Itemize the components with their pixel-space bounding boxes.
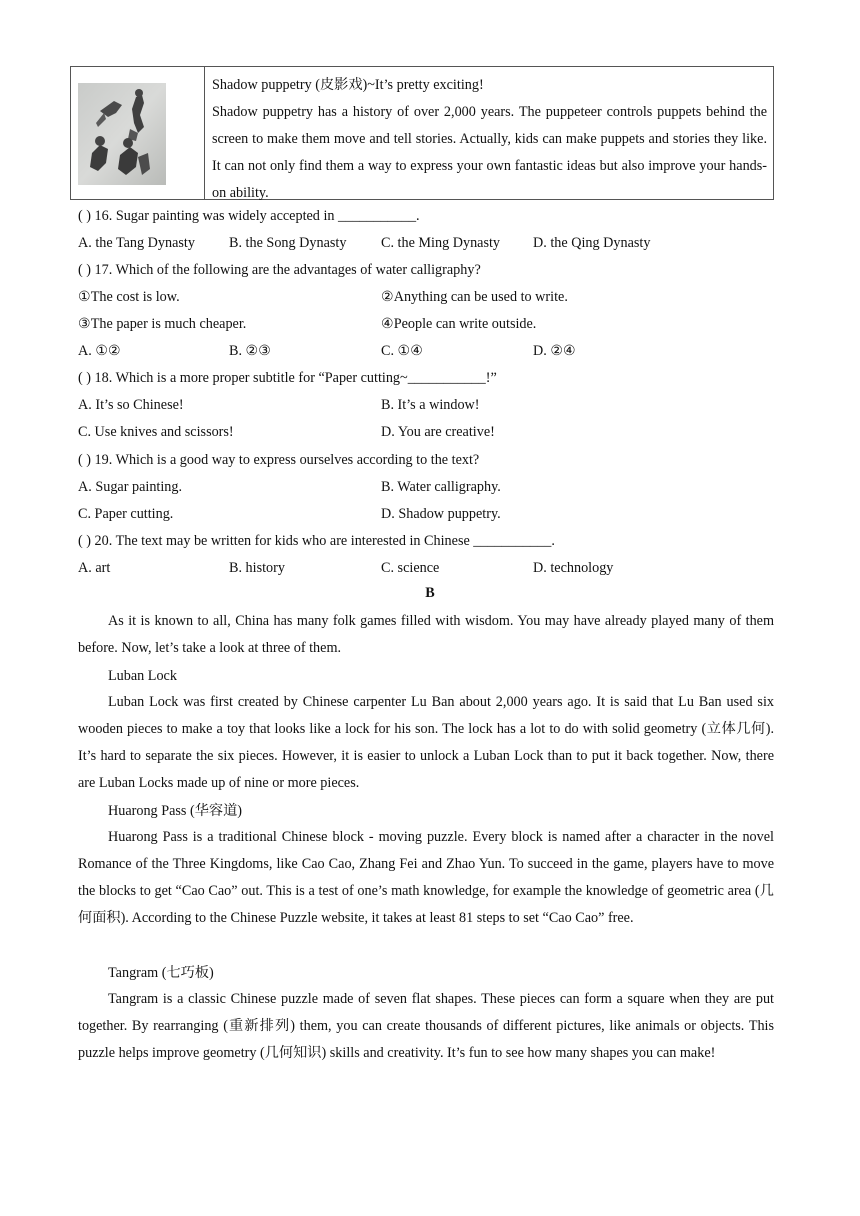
heading-tangram: Tangram (七巧板): [108, 965, 214, 981]
q17-statement-4: ④People can write outside.: [381, 316, 537, 332]
q16-option-a: A. the Tang Dynasty: [78, 235, 195, 251]
question-17-stem: ( ) 17. Which of the following are the advantages of water calligraphy?: [78, 262, 481, 278]
table-title: Shadow puppetry (皮影戏)~It’s pretty exciting!: [212, 77, 484, 93]
q17-option-a: A. ①②: [78, 343, 121, 359]
huarong-pass-paragraph: Huarong Pass is a traditional Chinese block - moving puzzle. Every block is named after a character in the novel Romance of the Three Kingdoms, like Cao Cao, Zhang Fei and Zhao Yun. To succeed in the game, players have to move the blocks to get “Cao Cao” out. This is a test of one’s math knowledge, for example the knowledge of geometric area (几何面积). According to the Chinese Puzzle website, it takes at least 81 steps to set “Cao Cao” free.: [78, 829, 774, 926]
shadow-puppetry-table: [70, 66, 774, 200]
q17-statement-1: ①The cost is low.: [78, 289, 180, 305]
q18-option-d: D. You are creative!: [381, 424, 495, 440]
image-cell: [71, 67, 205, 199]
luban-lock-paragraph: Luban Lock was first created by Chinese carpenter Lu Ban about 2,000 years ago. It is said that Lu Ban used six wooden pieces to make a toy that looks like a lock for his son. The lock has a lot to do with solid geometry (立体几何). It’s hard to separate the six pieces. However, it is easier to unlock a Luban Lock than to put it back together. Now, there are Luban Locks made up of nine or more pieces.: [78, 694, 774, 791]
q17-statement-2: ②Anything can be used to write.: [381, 289, 568, 305]
q18-option-a: A. It’s so Chinese!: [78, 397, 184, 413]
tangram-section: [78, 986, 774, 1067]
intro-paragraph: As it is known to all, China has many folk games filled with wisdom. You may have already played many of them before. Now, let’s take a look at three of them.: [78, 613, 774, 656]
question-20-stem: ( ) 20. The text may be written for kids who are interested in Chinese ___________.: [78, 533, 555, 549]
q20-option-b: B. history: [229, 560, 285, 576]
luban-lock-section: [78, 689, 774, 797]
question-18-stem: ( ) 18. Which is a more proper subtitle for “Paper cutting~___________!”: [78, 370, 497, 386]
tangram-paragraph: Tangram is a classic Chinese puzzle made of seven flat shapes. These pieces can form a square when they are put together. By rearranging (重新排列) them, you can create thousands of different pictures, like animals or objects. This puzzle helps improve geometry (几何知识) skills and creativity. It’s fun to see how many shapes you can make!: [78, 991, 774, 1061]
q19-option-d: D. Shadow puppetry.: [381, 506, 501, 522]
q19-option-c: C. Paper cutting.: [78, 506, 174, 522]
q19-option-b: B. Water calligraphy.: [381, 479, 501, 495]
question-19-stem: ( ) 19. Which is a good way to express ourselves according to the text?: [78, 452, 480, 468]
shadow-puppet-photo-icon: [78, 83, 166, 185]
q20-option-a: A. art: [78, 560, 111, 576]
q17-statement-3: ③The paper is much cheaper.: [78, 316, 247, 332]
q18-option-b: B. It’s a window!: [381, 397, 480, 413]
q17-option-b: B. ②③: [229, 343, 271, 359]
q20-option-d: D. technology: [533, 560, 614, 576]
section-b-intro: [78, 608, 774, 662]
table-body: Shadow puppetry has a history of over 2,000 years. The puppeteer controls puppets behind the screen to make them move and tell stories. Actually, kids can make puppets and stories they like. It can not only find them a way to express your own fantastic ideas but also improve your hands-on ability.: [212, 104, 767, 201]
huarong-pass-section: [78, 824, 774, 932]
question-16-stem: ( ) 16. Sugar painting was widely accepted in ___________.: [78, 208, 420, 224]
q16-option-c: C. the Ming Dynasty: [381, 235, 501, 251]
q20-option-c: C. science: [381, 560, 440, 576]
q17-option-c: C. ①④: [381, 343, 423, 359]
q18-option-c: C. Use knives and scissors!: [78, 424, 234, 440]
shadow-puppetry-text: [205, 67, 773, 199]
heading-huarong-pass: Huarong Pass (华容道): [108, 803, 242, 819]
section-b-label: B: [425, 585, 435, 601]
heading-luban-lock: Luban Lock: [108, 668, 177, 684]
q17-option-d: D. ②④: [533, 343, 576, 359]
q19-option-a: A. Sugar painting.: [78, 479, 183, 495]
q16-option-b: B. the Song Dynasty: [229, 235, 347, 251]
q16-option-d: D. the Qing Dynasty: [533, 235, 651, 251]
